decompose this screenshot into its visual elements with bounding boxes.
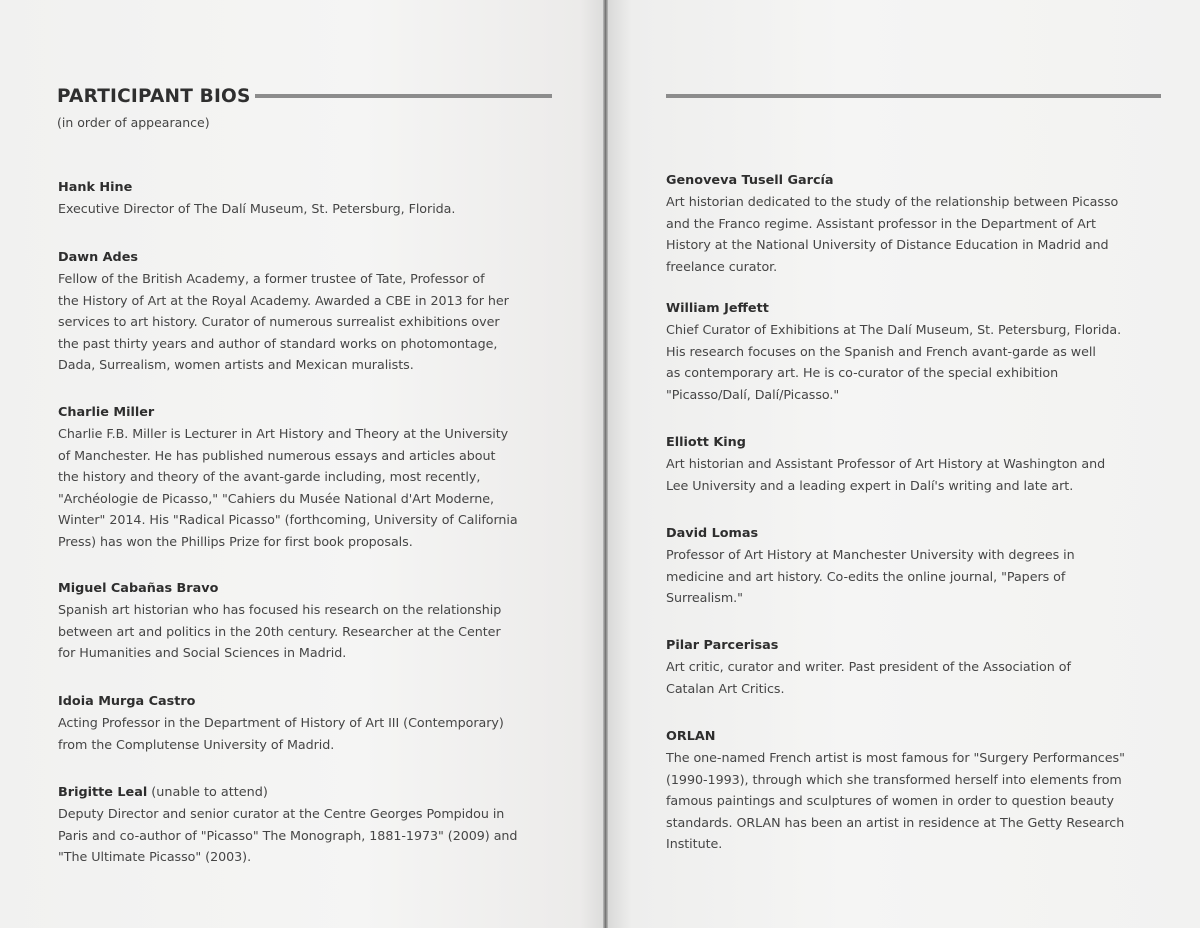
bio-line: The one-named French artist is most famous for "Surgery Performances"	[666, 751, 1125, 766]
bio-line: freelance curator.	[666, 259, 778, 275]
bio-entry	[666, 728, 1166, 856]
bio-entry	[58, 179, 558, 221]
bio-line: "Archéologie de Picasso," "Cahiers du Musée National d'Art Moderne,	[58, 491, 494, 507]
bio-entry	[666, 434, 1166, 497]
bio-text	[666, 657, 1166, 700]
bio-line: Art historian and Assistant Professor of Art History at Washington and	[666, 457, 1106, 472]
title-rule	[255, 94, 552, 98]
bio-name: Hank Hine	[58, 180, 133, 195]
bio-text	[666, 545, 1166, 610]
bio-line: the past thirty years and author of standard works on photomontage,	[58, 336, 498, 352]
bio-line: Paris and co-author of "Picasso" The Monograph, 1881-1973" (2009) and	[58, 828, 518, 844]
bio-name: ORLAN	[666, 729, 716, 744]
bio-text	[666, 454, 1166, 497]
bio-name: Miguel Cabañas Bravo	[58, 581, 219, 596]
bio-name: Pilar Parcerisas	[666, 638, 779, 653]
bio-entry	[666, 172, 1166, 278]
bio-text	[58, 600, 558, 665]
bio-line: (1990-1993), through which she transformed herself into elements from	[666, 772, 1122, 788]
bio-line: the History of Art at the Royal Academy. Awarded a CBE in 2013 for her	[58, 293, 509, 309]
bio-name: Genoveva Tusell García	[666, 173, 834, 188]
bio-line: Professor of Art History at Manchester University with degrees in	[666, 548, 1075, 563]
bio-entry	[58, 404, 558, 554]
bio-line: History at the National University of Distance Education in Madrid and	[666, 238, 1109, 254]
bio-text	[58, 804, 558, 869]
bio-text	[58, 269, 558, 377]
right-page	[608, 0, 1200, 928]
bio-entry	[666, 525, 1166, 610]
bio-line: Executive Director of The Dalí Museum, St. Petersburg, Florida.	[58, 202, 456, 217]
bio-name: David Lomas	[666, 526, 759, 541]
bio-name: Charlie Miller	[58, 405, 155, 420]
bio-name	[58, 784, 558, 802]
bio-line: famous paintings and sculptures of women in order to question beauty	[666, 794, 1114, 810]
bio-line: as contemporary art. He is co-curator of the special exhibition	[666, 366, 1059, 382]
header-rule	[666, 94, 1161, 98]
bio-name: Elliott King	[666, 435, 746, 450]
bio-line: Spanish art historian who has focused his research on the relationship	[58, 603, 502, 618]
bio-line: Chief Curator of Exhibitions at The Dalí Museum, St. Petersburg, Florida.	[666, 323, 1122, 338]
bio-text	[58, 713, 558, 756]
bio-line: Art historian dedicated to the study of the relationship between Picasso	[666, 195, 1119, 210]
bio-name: Dawn Ades	[58, 250, 139, 265]
bio-line: Lee University and a leading expert in Dalí's writing and late art.	[666, 478, 1074, 494]
bio-line: standards. ORLAN has been an artist in residence at The Getty Research	[666, 815, 1125, 831]
bio-name-text: Brigitte Leal	[58, 785, 148, 800]
bio-entry	[58, 693, 558, 756]
bio-line: Charlie F.B. Miller is Lecturer in Art History and Theory at the University	[58, 427, 509, 442]
section-header	[57, 86, 251, 107]
bio-line: for Humanities and Social Sciences in Madrid.	[58, 646, 347, 662]
page-subtitle: (in order of appearance)	[57, 115, 210, 130]
bio-text	[666, 192, 1166, 278]
bio-text	[58, 199, 558, 221]
bio-text	[666, 748, 1166, 856]
bio-entry	[666, 300, 1166, 406]
bio-line: medicine and art history. Co-edits the online journal, "Papers of	[666, 569, 1066, 585]
bio-line: from the Complutense University of Madrid.	[58, 737, 335, 753]
bio-line: between art and politics in the 20th century. Researcher at the Center	[58, 624, 501, 640]
bio-line: the history and theory of the avant-garde including, most recently,	[58, 470, 481, 486]
bio-name-note: (unable to attend)	[147, 785, 268, 800]
bio-line: His research focuses on the Spanish and French avant-garde as well	[666, 344, 1096, 360]
bio-name: Idoia Murga Castro	[58, 694, 196, 709]
bio-line: Dada, Surrealism, women artists and Mexican muralists.	[58, 358, 414, 374]
bio-line: services to art history. Curator of numerous surrealist exhibitions over	[58, 315, 500, 331]
bio-entry	[58, 580, 558, 665]
bio-line: and the Franco regime. Assistant professor in the Department of Art	[666, 216, 1096, 232]
bio-entry	[58, 249, 558, 377]
bio-line: Press) has won the Phillips Prize for first book proposals.	[58, 534, 413, 550]
bio-text	[666, 320, 1166, 406]
page-title: PARTICIPANT BIOS	[57, 86, 251, 107]
bio-entry	[58, 784, 558, 869]
bio-name: William Jeffett	[666, 301, 769, 316]
bio-line: Deputy Director and senior curator at the Centre Georges Pompidou in	[58, 807, 505, 822]
bio-text	[58, 424, 558, 554]
bio-line: Acting Professor in the Department of History of Art III (Contemporary)	[58, 716, 504, 731]
bio-line: Winter" 2014. His "Radical Picasso" (forthcoming, University of California	[58, 513, 518, 529]
bio-line: Fellow of the British Academy, a former trustee of Tate, Professor of	[58, 272, 485, 287]
bio-line: of Manchester. He has published numerous essays and articles about	[58, 448, 496, 464]
bio-entry	[666, 637, 1166, 700]
bio-line: "Picasso/Dalí, Dalí/Picasso."	[666, 387, 840, 403]
bio-line: Institute.	[666, 837, 723, 853]
bio-line: Surrealism."	[666, 591, 743, 607]
bio-line: "The Ultimate Picasso" (2003).	[58, 850, 252, 866]
bio-line: Art critic, curator and writer. Past president of the Association of	[666, 660, 1071, 675]
bio-line: Catalan Art Critics.	[666, 681, 785, 697]
